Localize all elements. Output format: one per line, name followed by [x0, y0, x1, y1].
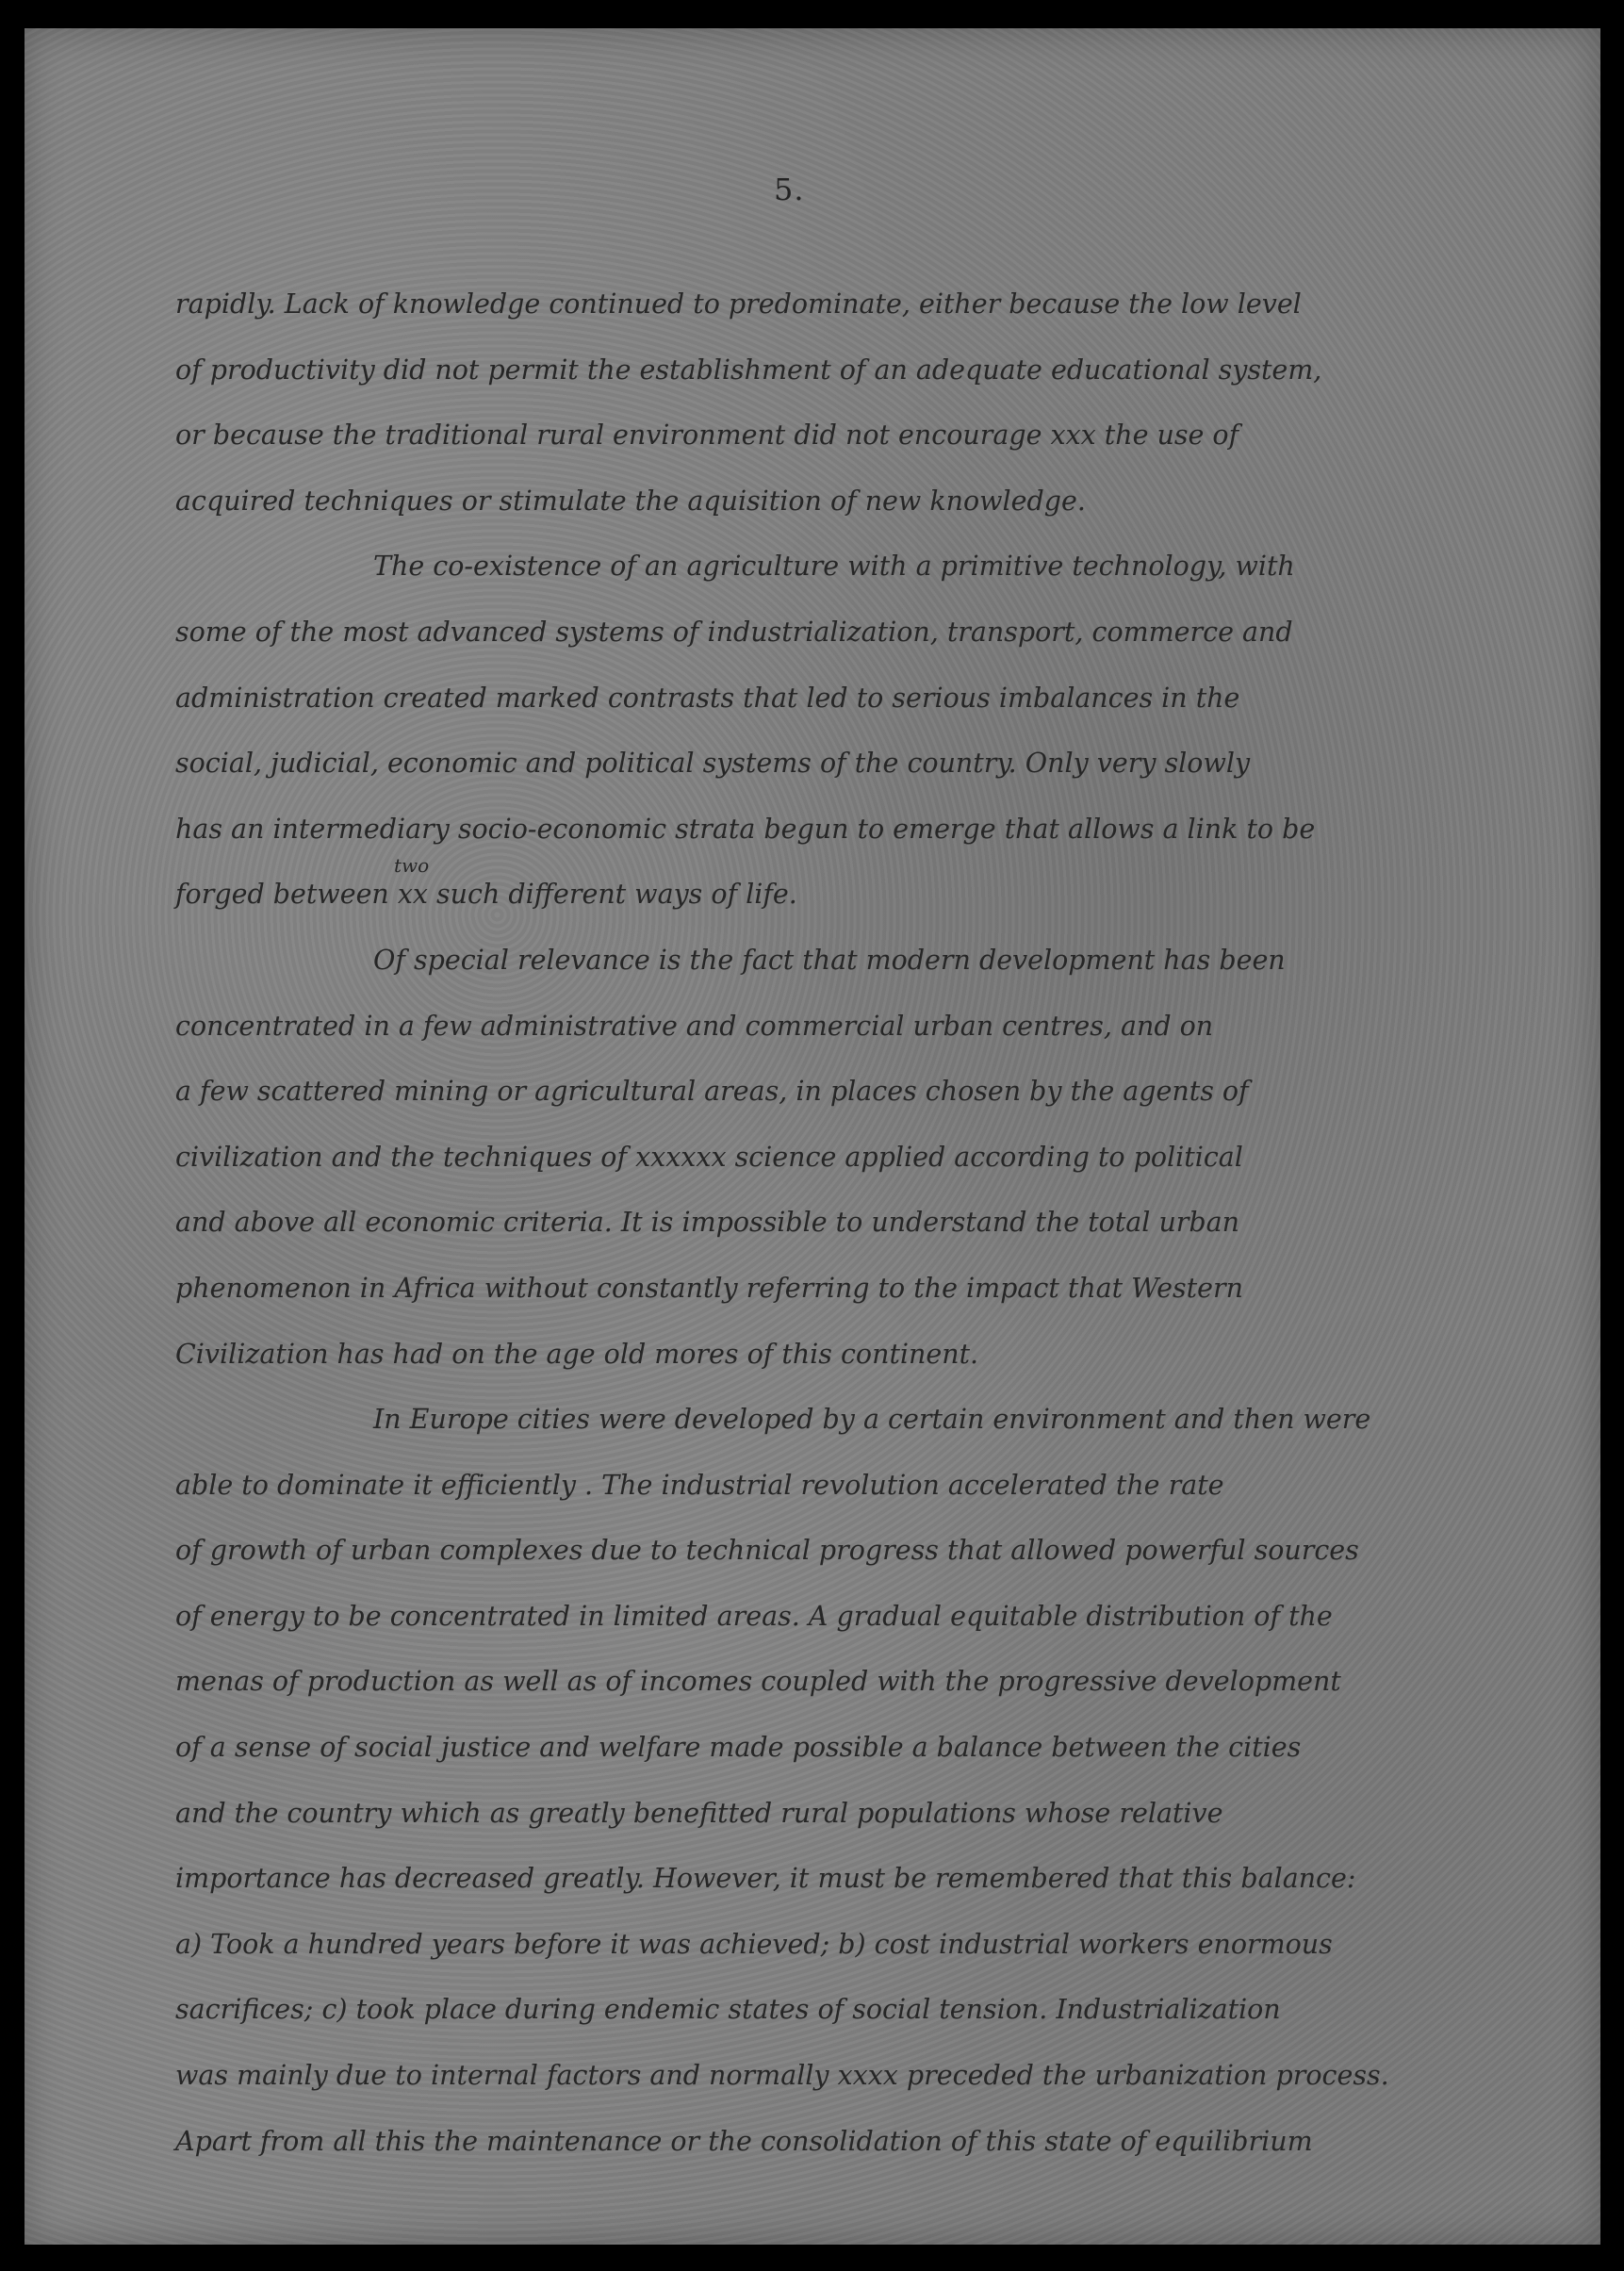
text-line-with-insertion [175, 854, 1457, 928]
text-line: civilization and the techniques of xxxxxx science applied according to political [175, 1141, 1243, 1173]
text-line: a) Took a hundred years before it was achieved; b) cost industrial workers enormous [175, 1928, 1333, 1960]
typewritten-page [25, 28, 1600, 2245]
body-text [175, 272, 1457, 2174]
text-line: able to dominate it efficiently . The industrial revolution accelerated the rate [175, 1469, 1224, 1501]
text-line: Apart from all this the maintenance or the consolidation of this state of equilibrium [175, 2125, 1313, 2157]
text-line: Civilization has had on the age old mores of this continent. [175, 1338, 979, 1370]
text-line: Of special relevance is the fact that modern development has been [373, 944, 1286, 976]
text-line: was mainly due to internal factors and normally xxxx preceded the urbanization process. [175, 2060, 1389, 2092]
text-line: acquired techniques or stimulate the aquisition of new knowledge. [175, 485, 1086, 517]
text-line: of productivity did not permit the establishment of an adequate educational system, [175, 354, 1322, 386]
text-line: of energy to be concentrated in limited areas. A gradual equitable distribution of the [175, 1600, 1333, 1632]
text-line: The co-existence of an agriculture with a primitive technology, with [373, 551, 1295, 583]
text-line: and above all economic criteria. It is impossible to understand the total urban [175, 1207, 1240, 1239]
text-line: administration created marked contrasts that led to serious imbalances in the [175, 682, 1240, 714]
text-line: phenomenon in Africa without constantly referring to the impact that Western [175, 1272, 1243, 1304]
text-line: a few scattered mining or agricultural areas, in places chosen by the agents of [175, 1076, 1249, 1108]
text-line: or because the traditional rural environment did not encourage xxx the use of [175, 420, 1239, 452]
text-line: and the country which as greatly benefitted rural populations whose relative [175, 1797, 1223, 1829]
text-line: In Europe cities were developed by a certain environment and then were [373, 1404, 1371, 1436]
text-line: of growth of urban complexes due to technical progress that allowed powerful sources [175, 1535, 1359, 1567]
text-line: importance has decreased greatly. However, it must be remembered that this balance: [175, 1863, 1356, 1895]
text-line: rapidly. Lack of knowledge continued to predominate, either because the low level [175, 288, 1302, 320]
text-line: social, judicial, economic and political systems of the country. Only very slowly [175, 748, 1251, 780]
text-line: has an intermediary socio-economic strata begun to emerge that allows a link to be [175, 813, 1316, 845]
text-line: menas of production as well as of incomes coupled with the progressive development [175, 1666, 1341, 1698]
text-line: concentrated in a few administrative and commercial urban centres, and on [175, 1010, 1214, 1042]
text-line: some of the most advanced systems of industrialization, transport, commerce and [175, 616, 1293, 648]
handwritten-insertion: two [394, 854, 430, 878]
text-line: forged between xx such different ways of life. [175, 879, 797, 911]
text-line: sacrifices; c) took place during endemic states of social tension. Industrialization [175, 1994, 1281, 2026]
page-number: 5. [774, 172, 805, 207]
text-line: of a sense of social justice and welfare made possible a balance between the cities [175, 1732, 1302, 1764]
